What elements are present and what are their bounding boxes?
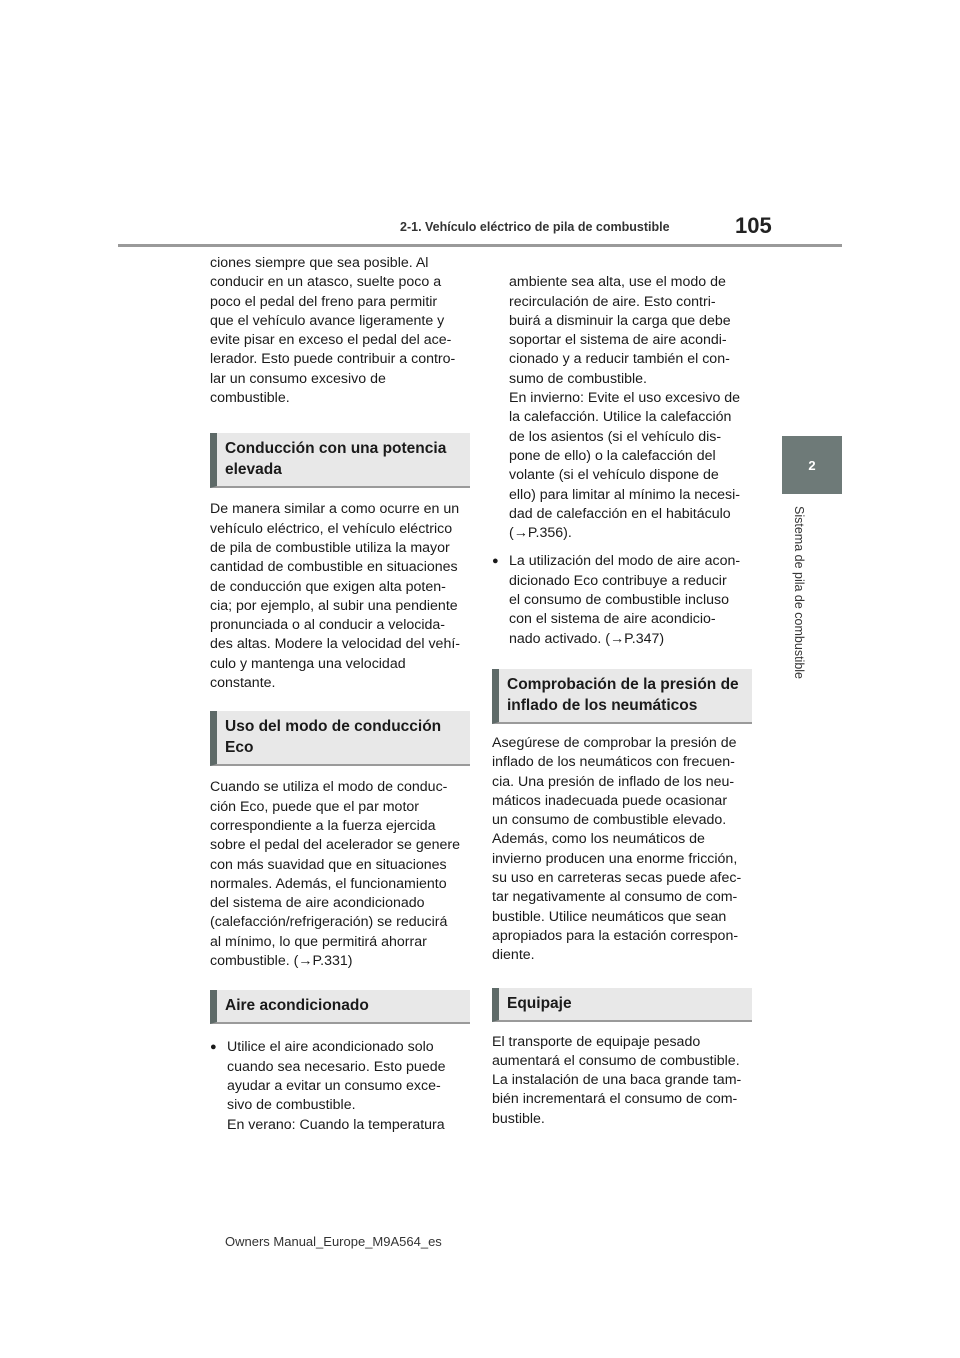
heading-air-conditioning: Aire acondicionado (210, 990, 470, 1024)
air-conditioning-eco-bullets (492, 552, 752, 648)
bullet-air-conditioning-usage: ● Utilice el aire acondicionado solo cuando sea necesario. Esto puede ayudar a evitar un consumo exce- sivo de combustible. En verano: Cuando la temperatura (210, 1038, 470, 1134)
air-conditioning-bullets (210, 1038, 470, 1134)
heading-luggage: Equipaje (492, 988, 752, 1022)
bullet-continuation-text: ambiente sea alta, use el modo de recirculación de aire. Esto contri- buirá a disminuir la carga que debe soportar el sistema de aire acondi- cionado y a reducir también el con- sumo de combustible. En invierno: Evite el uso excesivo de la calefacción. Utilice la calefacción de los asientos (si el vehículo dis- pone de ello) o la calefacción del volante (si el vehículo dispone de ello) para limitar al mínimo la necesi- dad de calefacción en el habitáculo (→P.356). (509, 274, 741, 542)
section-title: 2-1. Vehículo eléctrico de pila de combustible (400, 220, 670, 234)
paragraph-high-power-driving: De manera similar a como ocurre en un vehículo eléctrico, el vehículo eléctrico de pila de combustible utiliza la mayor cantidad de combustible en situaciones de conducción que exigen alta poten- cia; por ejemplo, al subir una pendiente pronunciada o al conducir a velocida- des altas. Modere la velocidad del vehí- culo y mantenga una velocidad constante. (210, 501, 460, 692)
right-column (492, 254, 752, 1129)
bullet-eco-air-conditioning: ● La utilización del modo de aire acon- dicionado Eco contribuye a reducir el consumo de combustible incluso con el sistema de aire acondicio- nado activado. (→P.347) (492, 552, 752, 648)
chapter-tab: 2 (782, 436, 842, 494)
chapter-side-title: Sistema de pila de combustible (792, 506, 806, 680)
header-divider (118, 244, 842, 247)
intro-paragraph: ciones siempre que sea posible. Al conducir en un atasco, suelte poco a poco el pedal del freno para permitir que el vehículo avance ligeramente y evite pisar en exceso el pedal del ace- lerador. Esto puede contribuir a contro- lar un consumo excesivo de combustible. (210, 255, 456, 407)
heading-high-power-driving: Conducción con una potencia elevada (210, 433, 470, 488)
bullet-air-conditioning-usage-continued (492, 254, 752, 543)
heading-eco-mode: Uso del modo de conducción Eco (210, 711, 470, 766)
heading-tire-pressure: Comprobación de la presión de inflado de los neumáticos (492, 669, 752, 724)
paragraph-eco-mode: Cuando se utiliza el modo de conduc- ción Eco, puede que el par motor correspondiente a la fuerza ejercida sobre el pedal del acelerador se genere con más suavidad que en situaciones normales. Además, el funcionamiento del sistema de aire acondicionado (calefacción/refrigeración) se reducirá al mínimo, lo que permitirá ahorrar combustible. (→P.331) (210, 779, 461, 970)
paragraph-tire-pressure: Asegúrese de comprobar la presión de inflado de los neumáticos con frecuen- cia. Una presión de inflado de los neu- máticos inadecuada puede ocasionar un consumo de combustible elevado. Además, como los neumáticos de invierno producen una enorme fricción, su uso en carreteras secas puede afec- tar negativamente al consumo de com- bustible. Utilice neumáticos que sean apropiados para la estación correspon- diente. (492, 734, 742, 964)
air-conditioning-bullets-continued (492, 254, 752, 543)
page-number: 105 (735, 213, 772, 238)
footer-manual-id: Owners Manual_Europe_M9A564_es (225, 1234, 442, 1249)
left-column (210, 254, 470, 1135)
paragraph-luggage: El transporte de equipaje pesado aumentará el consumo de combustible. La instalación de una baca grande tam- bién incrementará el consumo de com- bustible. (492, 1033, 742, 1127)
